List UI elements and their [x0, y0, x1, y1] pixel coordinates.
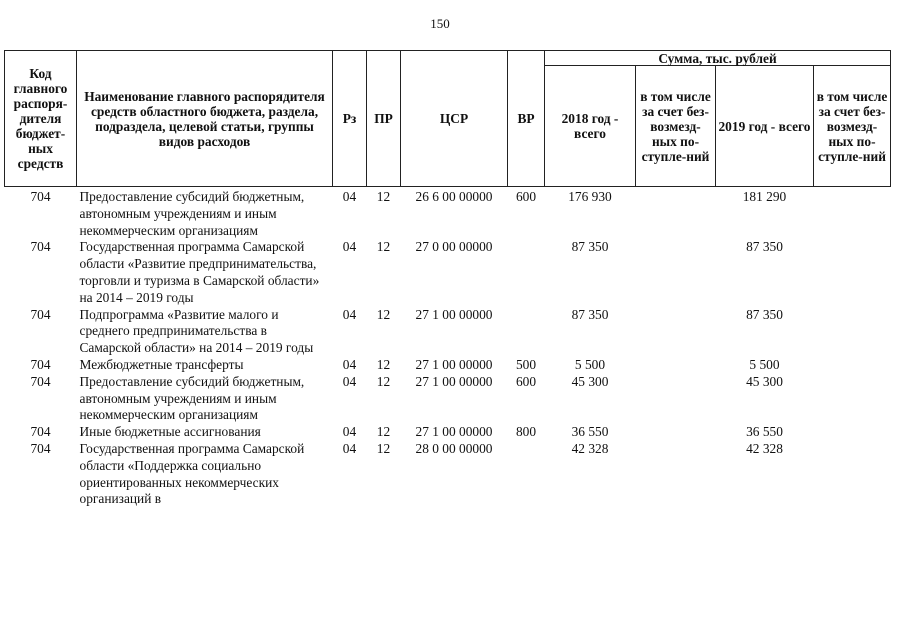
table-row	[5, 424, 891, 441]
cell-2018-free	[636, 424, 716, 441]
cell-pr: 12	[376, 373, 391, 389]
header-rz: Рз	[333, 51, 367, 187]
cell-csr: 28 0 00 00000	[415, 440, 493, 456]
table-header	[5, 51, 891, 187]
cell-2019-total: 181 290	[742, 189, 787, 204]
cell-2018-total: 5 500	[574, 356, 606, 372]
header-2019-total: 2019 год - всего	[716, 66, 814, 187]
cell-2019-free	[814, 189, 891, 239]
cell-rz: 04	[342, 189, 357, 204]
cell-code: 704	[30, 306, 51, 322]
cell-2018-free	[636, 374, 716, 424]
cell-name: Предоставление субсидий бюджетным, автономным учреждениям и иным некоммерческим организациям	[79, 189, 305, 238]
cell-name: Подпрограмма «Развитие малого и среднего предпринимательства в Самарской области» на 2014 – 2019 годы	[79, 306, 314, 356]
cell-rz: 04	[342, 373, 357, 389]
cell-vr: 500	[515, 356, 537, 372]
cell-name: Иные бюджетные ассигнования	[79, 424, 261, 440]
cell-2018-total: 36 550	[571, 424, 609, 440]
cell-2018-free	[636, 441, 716, 508]
cell-vr: 600	[515, 189, 537, 204]
table-row	[5, 374, 891, 424]
cell-name: Межбюджетные трансферты	[79, 356, 244, 372]
cell-pr: 12	[376, 424, 391, 440]
cell-code: 704	[30, 373, 51, 389]
header-code: Код главного распоря-дителя бюджет-ных средств	[5, 51, 77, 187]
cell-name: Государственная программа Самарской области «Поддержка социально ориентированных некоммерческих организаций в	[79, 440, 305, 507]
cell-csr: 27 1 00 00000	[415, 306, 493, 322]
table-row	[5, 239, 891, 306]
cell-csr: 27 1 00 00000	[415, 373, 493, 389]
header-sum-title: Сумма, тыс. рублей	[545, 51, 891, 66]
table-row	[5, 441, 891, 508]
cell-code: 704	[30, 239, 51, 255]
cell-2019-total: 5 500	[749, 356, 780, 372]
cell-pr: 12	[376, 306, 391, 322]
cell-pr: 12	[376, 189, 391, 204]
cell-vr	[508, 239, 545, 306]
cell-code: 704	[30, 189, 51, 204]
cell-rz: 04	[342, 356, 357, 372]
table-row	[5, 357, 891, 374]
cell-csr: 27 1 00 00000	[415, 424, 493, 440]
cell-2018-total: 87 350	[571, 239, 609, 255]
cell-vr	[508, 307, 545, 357]
cell-name: Государственная программа Самарской области «Развитие предпринимательства, торговли и туризма в Самарской области» на 2014 – 2019 годы	[79, 239, 320, 305]
cell-vr: 600	[515, 373, 537, 389]
cell-pr: 12	[376, 356, 391, 372]
cell-csr: 26 6 00 00000	[415, 189, 493, 204]
cell-2018-free	[636, 357, 716, 374]
cell-2019-free	[814, 239, 891, 306]
header-pr: ПР	[367, 51, 401, 187]
cell-2018-free	[636, 307, 716, 357]
header-csr: ЦСР	[401, 51, 508, 187]
cell-2019-total: 87 350	[746, 306, 783, 322]
cell-rz: 04	[342, 440, 357, 456]
cell-2019-total: 42 328	[746, 440, 783, 456]
cell-rz: 04	[342, 306, 357, 322]
cell-code: 704	[30, 440, 51, 456]
header-name: Наименование главного распорядителя средств областного бюджета, раздела, подраздела, целевой статьи, группы видов расходов	[77, 51, 333, 187]
cell-2019-free	[814, 307, 891, 357]
cell-rz: 04	[342, 239, 357, 255]
cell-name: Предоставление субсидий бюджетным, автономным учреждениям и иным некоммерческим организациям	[79, 373, 305, 423]
cell-pr: 12	[376, 239, 391, 255]
cell-2018-total: 42 328	[571, 440, 609, 456]
cell-2019-free	[814, 357, 891, 374]
cell-2019-free	[814, 424, 891, 441]
cell-2018-total: 45 300	[571, 373, 609, 389]
cell-2019-total: 45 300	[746, 373, 783, 389]
cell-2018-total: 176 930	[568, 189, 612, 204]
cell-pr: 12	[376, 440, 391, 456]
header-vr: ВР	[508, 51, 545, 187]
cell-2018-free	[636, 189, 716, 239]
page-number: 150	[430, 16, 450, 31]
cell-2019-free	[814, 374, 891, 424]
table-row	[5, 307, 891, 357]
cell-2019-free	[814, 441, 891, 508]
cell-csr: 27 0 00 00000	[415, 239, 493, 255]
cell-csr: 27 1 00 00000	[415, 356, 493, 372]
table-row	[5, 189, 891, 239]
cell-rz: 04	[342, 424, 357, 440]
header-2019-free: в том числе за счет без-возмезд-ных по-ступле-ний	[814, 66, 891, 187]
cell-code: 704	[30, 424, 51, 440]
header-2018-total: 2018 год - всего	[545, 66, 636, 187]
cell-2018-free	[636, 239, 716, 306]
cell-2018-total: 87 350	[571, 306, 609, 322]
budget-table	[4, 50, 891, 508]
table-body	[5, 187, 891, 509]
cell-code: 704	[30, 356, 51, 372]
cell-vr: 800	[515, 424, 537, 440]
cell-2019-total: 36 550	[746, 424, 783, 440]
header-2018-free: в том числе за счет без-возмезд-ных по-ступле-ний	[636, 66, 716, 187]
cell-vr	[508, 441, 545, 508]
cell-2019-total: 87 350	[746, 239, 783, 255]
